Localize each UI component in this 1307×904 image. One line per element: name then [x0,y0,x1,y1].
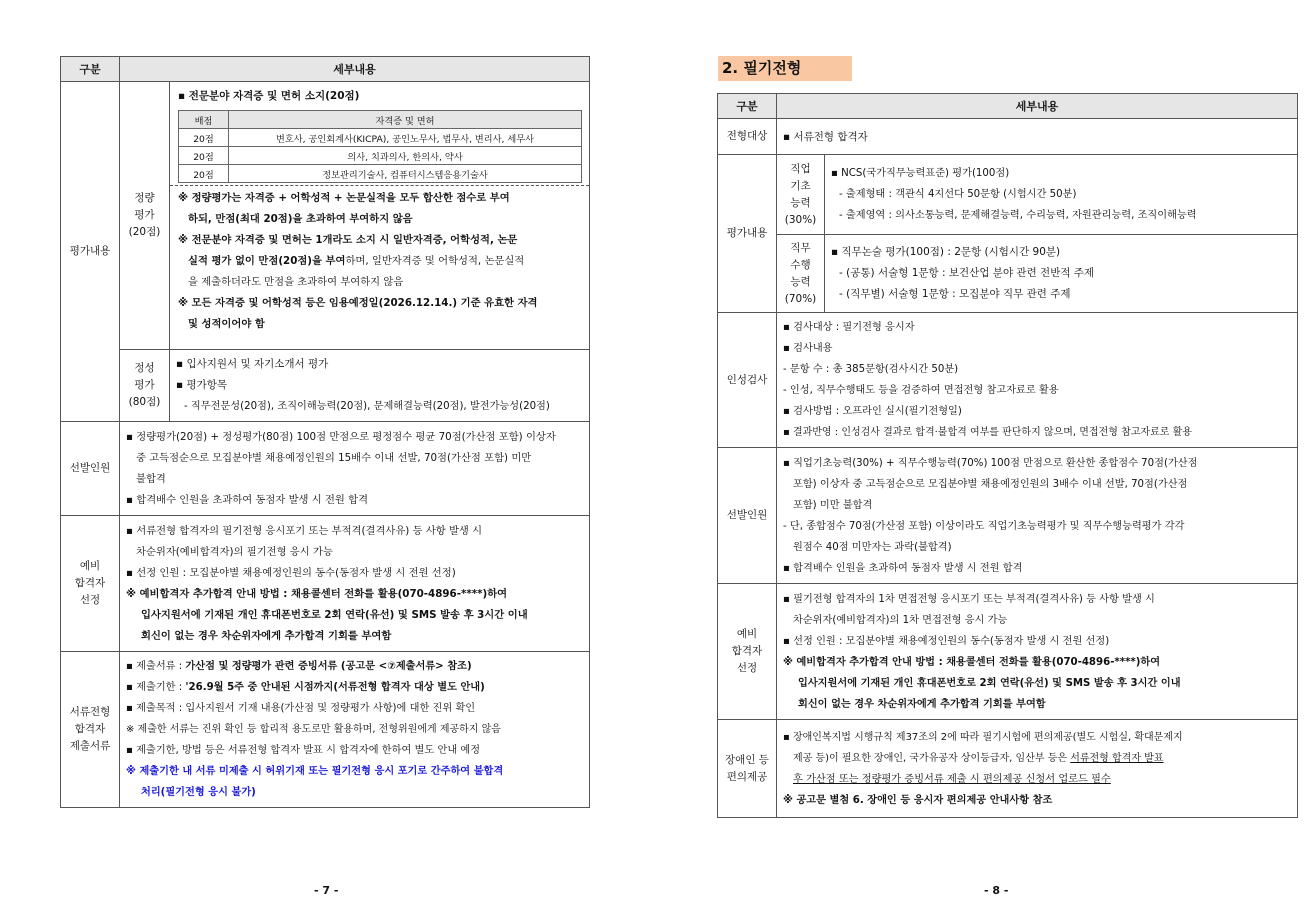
qual-label: 정성 평가 (80점) [120,350,170,422]
docs-content: ▪ 제출서류 : 가산점 및 정량평가 관련 증빙서류 (공고문 <⑦제출서류> 참조) ▪ 제출기한 : '26.9월 5주 중 안내된 시점까지(서류전형 합격자 대상 별도 안내) ▪ 제출목적 : 입사지원서 기재 내용(가산점 및 정량평가 사항)에 대한 진위 확인 ※ 제출한 서류는 진위 확인 등 합리적 용도로만 활용하며, 전형위원에게 제공하지 않음 ▪ 제출기한, 방법 등은 서류전형 합격자 발표 시 합격자에 한하여 별도 안내 예정 ※ 제출기한 내 서류 미제출 시 허위기재 또는 필기전형 응시 포기로 간주하여 불합격 처리(필기전형 응시 불가) [120,652,590,808]
quant-note-1b: 하되, 만점(최대 20점)을 초과하여 부여하지 않음 [188,213,413,225]
table-row: 20점 정보관리기술사, 컴퓨터시스템응용기술사 [179,165,582,183]
disability-label: 장애인 등 편의제공 [718,720,777,818]
certificate-table [178,110,582,183]
table-row: 20점 의사, 치과의사, 한의사, 약사 [179,147,582,165]
header-category: 구분 [718,94,777,119]
left-page [0,0,650,904]
quant-note-2b: 실적 평가 없이 만점(20점)을 부여하며, 일반자격증 및 어학성적, 논문실적 [188,255,525,267]
reserve-label: 예비 합격자 선정 [718,584,777,720]
cert-col-score: 배점 [179,111,229,129]
selection-content: ▪ 정량평가(20점) + 정성평가(80점) 100점 만점으로 평정점수 평균 70점(가산점 포함) 이상자 중 고득점순으로 모집분야별 채용예정인원의 15배수 이내 선발, 70점(가산점 포함) 미만 불합격 ▪ 합격배수 인원을 초과하여 동점자 발생 시 전원 합격 [120,422,590,516]
section-title: 2. 필기전형 [718,56,852,81]
quant-note-2c: 을 제출하더라도 만점을 초과하여 부여하지 않음 [188,276,404,288]
job-label: 직무 수행 능력 (70%) [777,235,825,313]
quant-note-3a: ※ 모든 자격증 및 어학성적 등은 임용예정일(2026.12.14.) 기준 유효한 자격 [178,297,538,309]
reserve-content: ▪ 필기전형 합격자의 1차 면접전형 응시포기 또는 부적격(결격사유) 등 사항 발생 시 차순위자(예비합격자)의 1차 면접전형 응시 가능 ▪ 선정 인원 : 모집분야별 채용예정인원의 동수(동점자 발생 시 전원 선정) ※ 예비합격자 추가합격 안내 방법 : 채용콜센터 전화를 활용(070-4896-****)하여 입사지원서에 기재된 개인 휴대폰번호로 2회 연락(유선) 및 SMS 발송 후 3시간 이내 회신이 없는 경우 차순위자에게 추가합격 기회를 부여함 [777,584,1298,720]
selection-label: 선발인원 [718,448,777,584]
quant-label: 정량 평가 (20점) [120,82,170,350]
header-category: 구분 [61,57,120,82]
basic-content: ▪ NCS(국가직무능력표준) 평가(100점) - 출제형태 : 객관식 4지선다 50문항 (시험시간 50분) - 출제영역 : 의사소통능력, 문제해결능력, 수리능력, 자원관리능력, 조직이해능력 [825,155,1298,235]
selection-label: 선발인원 [61,422,120,516]
header-details: 세부내용 [120,57,590,82]
eval-label: 평가내용 [718,155,777,313]
quant-title: ▪ 전문분야 자격증 및 면허 소지(20점) [178,90,360,102]
job-content: ▪ 직무논술 평가(100점) : 2문항 (시험시간 90분) - (공통) 서술형 1문항 : 보건산업 분야 관련 전반적 주제 - (직무별) 서술형 1문항 : 모집분야 직무 관련 주제 [825,235,1298,313]
target-content: ▪ 서류전형 합격자 [777,119,1298,155]
personality-label: 인성검사 [718,313,777,448]
personality-content: ▪ 검사대상 : 필기전형 응시자 ▪ 검사내용 - 문항 수 : 총 385문항(검사시간 50분) - 인성, 직무수행태도 등을 검증하여 면접전형 참고자료로 활용 ▪ 검사방법 : 오프라인 실시(필기전형일) ▪ 결과반영 : 인성검사 결과로 합격·불합격 여부를 판단하지 않으며, 면접전형 참고자료로 활용 [777,313,1298,448]
basic-label: 직업 기초 능력 (30%) [777,155,825,235]
disability-content: ▪ 장애인복지법 시행규칙 제37조의 2에 따라 필기시험에 편의제공(별도 시험실, 확대문제지 제공 등)이 필요한 장애인, 국가유공자 상이등급자, 임산부 등은 서류전형 합격자 발표 후 가산점 또는 정량평가 증빙서류 제출 시 편의제공 신청서 업로드 필수 ※ 공고문 별첨 6. 장애인 등 응시자 편의제공 안내사항 참조 [777,720,1298,818]
page-number-right: - 8 - [984,884,1009,897]
page-number-left: - 7 - [314,884,339,897]
quant-note-1a: ※ 정량평가는 자격증 + 어학성적 + 논문실적을 모두 합산한 점수로 부여 [178,192,510,204]
eval-label: 평가내용 [61,82,120,422]
quant-content [170,82,590,350]
table-row: 20점 변호사, 공인회계사(KICPA), 공인노무사, 법무사, 변리사, 세무사 [179,129,582,147]
docs-label: 서류전형 합격자 제출서류 [61,652,120,808]
cert-col-name: 자격증 및 면허 [229,111,582,129]
quant-note-3b: 및 성적이어야 함 [188,318,265,330]
selection-content: ▪ 직업기초능력(30%) + 직무수행능력(70%) 100점 만점으로 환산한 종합점수 70점(가산점 포함) 이상자 중 고득점순으로 모집분야별 채용예정인원의 3배수 이내 선발, 70점(가산점 포함) 미만 불합격 - 단, 종합점수 70점(가산점 포함) 이상이라도 직업기초능력평가 및 직무수행능력평가 각각 원점수 40점 미만자는 과락(불합격) ▪ 합격배수 인원을 초과하여 동점자 발생 시 전원 합격 [777,448,1298,584]
target-label: 전형대상 [718,119,777,155]
quant-note-2a: ※ 전문분야 자격증 및 면허는 1개라도 소지 시 일반자격증, 어학성적, 논문 [178,234,518,246]
qual-content: ▪ 입사지원서 및 자기소개서 평가 ▪ 평가항목 - 직무전문성(20점), 조직이해능력(20점), 문제해결능력(20점), 발전가능성(20점) [170,350,590,422]
header-details: 세부내용 [777,94,1298,119]
right-page [650,0,1307,904]
right-written-table [717,93,1298,818]
left-selection-table [60,56,590,808]
reserve-label: 예비 합격자 선정 [61,516,120,652]
reserve-content: ▪ 서류전형 합격자의 필기전형 응시포기 또는 부적격(결격사유) 등 사항 발생 시 차순위자(예비합격자)의 필기전형 응시 가능 ▪ 선정 인원 : 모집분야별 채용예정인원의 동수(동점자 발생 시 전원 선정) ※ 예비합격자 추가합격 안내 방법 : 채용콜센터 전화를 활용(070-4896-****)하여 입사지원서에 기재된 개인 휴대폰번호로 2회 연락(유선) 및 SMS 발송 후 3시간 이내 회신이 없는 경우 차순위자에게 추가합격 기회를 부여함 [120,516,590,652]
